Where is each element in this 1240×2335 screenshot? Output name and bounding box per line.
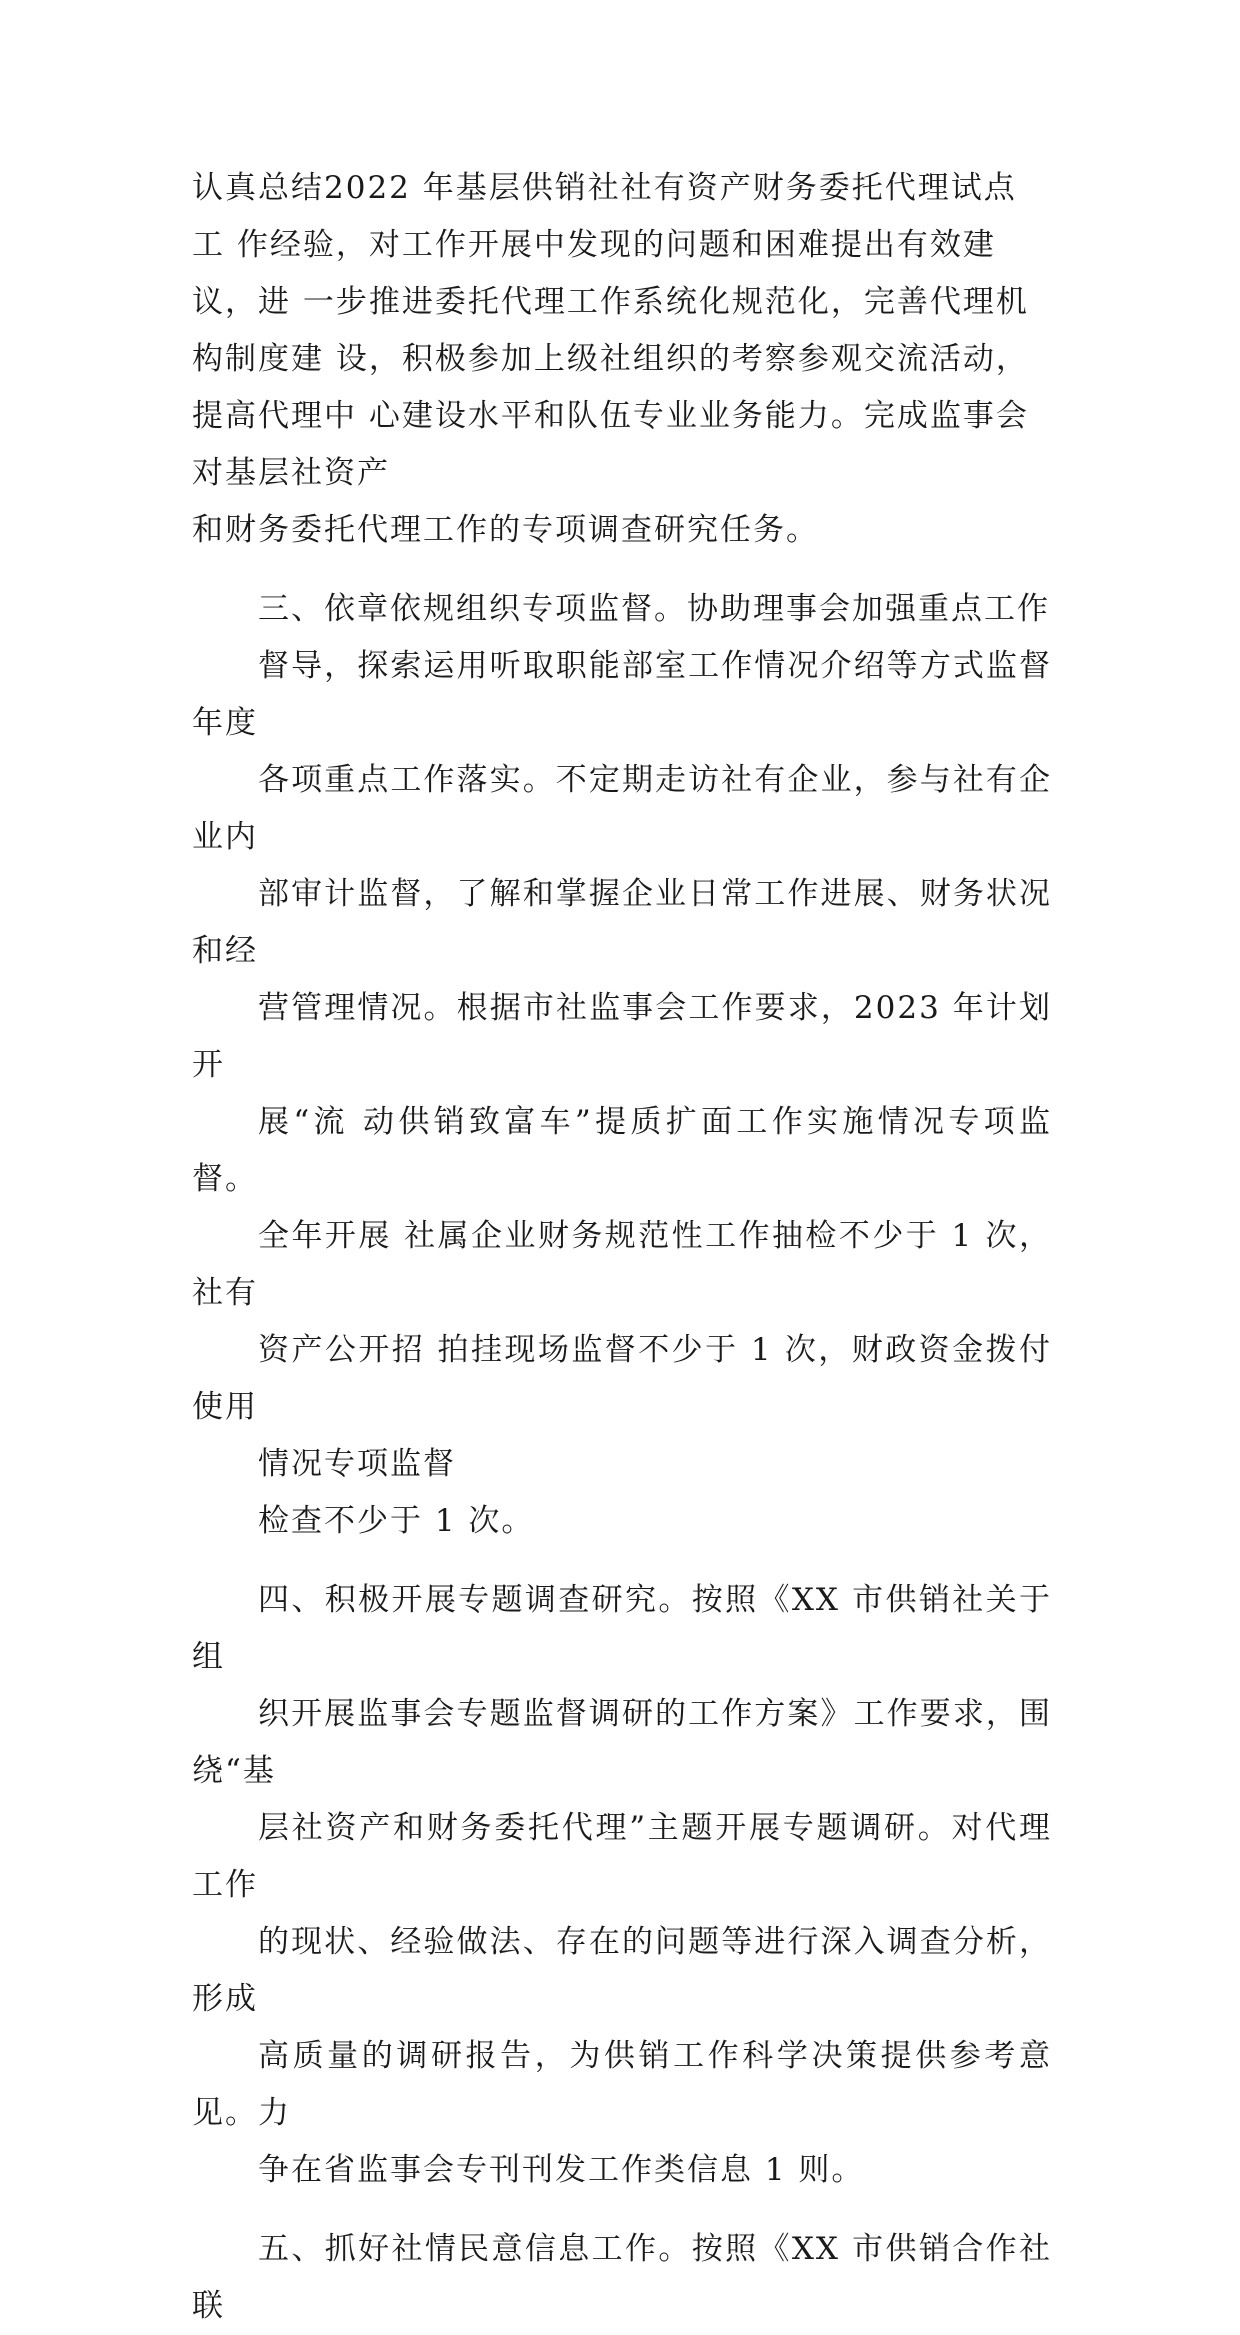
text-line: 认真总结2022 年基层供销社社有资产财务委托代理试点 [192, 170, 1017, 206]
text-line: 的现状、经验做法、存在的问题等进行深入调查分析，形成 [192, 1924, 1052, 2017]
text-line: 四、积极开展专题调查研究。按照《XX 市供销社关于组 [192, 1582, 1052, 1675]
text-line: 高质量的调研报告，为供销工作科学决策提供参考意见。力 [192, 2038, 1052, 2131]
text-line: 资产公开招 拍挂现场监督不少于 1 次，财政资金拨付使用 [192, 1332, 1052, 1425]
text-line: 织开展监事会专题监督调研的工作方案》工作要求，围绕“基 [192, 1696, 1052, 1789]
paragraph-research [192, 1572, 1052, 2199]
text-line: 五、抓好社情民意信息工作。按照《XX 市供销合作社联 [192, 2231, 1052, 2324]
text-line: 营管理情况。根据市社监事会工作要求，2023 年计划开 [192, 990, 1052, 1083]
text-line: 工 作经验，对工作开展中发现的问题和困难提出有效建 [192, 227, 996, 263]
text-line: 构制度建 设，积极参加上级社组织的考察参观交流活动， [192, 341, 1029, 377]
text-line: 检查不少于 1 次。 [258, 1503, 535, 1539]
text-line: 三、依章依规组织专项监督。协助理事会加强重点工作 [258, 591, 1050, 627]
text-line: 督导，探索运用听取职能部室工作情况介绍等方式监督年度 [192, 648, 1052, 741]
text-line: 提高代理中 心建设水平和队伍专业业务能力。完成监事会 [192, 398, 1029, 434]
text-line: 对基层社资产 [192, 455, 390, 491]
text-line: 和财务委托代理工作的专项调查研究任务。 [192, 512, 819, 548]
text-line: 层社资产和财务委托代理”主题开展专题调研。对代理工作 [192, 1810, 1052, 1903]
text-line: 情况专项监督 [258, 1446, 456, 1482]
text-line: 部审计监督，了解和掌握企业日常工作进展、财务状况和经 [192, 876, 1052, 969]
paragraph-agency-summary [192, 160, 1052, 559]
text-line: 展“流 动供销致富车”提质扩面工作实施情况专项监督。 [192, 1104, 1052, 1197]
paragraph-public-opinion [192, 2221, 1052, 2335]
text-line: 全年开展 社属企业财务规范性工作抽检不少于 1 次，社有 [192, 1218, 1052, 1311]
document-body [192, 160, 1052, 2335]
text-line: 争在省监事会专刊刊发工作类信息 1 则。 [258, 2152, 865, 2188]
text-line: 议，进 一步推进委托代理工作系统化规范化，完善代理机 [192, 284, 1029, 320]
paragraph-special-supervision [192, 581, 1052, 1550]
text-line: 各项重点工作落实。不定期走访社有企业，参与社有企业内 [192, 762, 1052, 855]
